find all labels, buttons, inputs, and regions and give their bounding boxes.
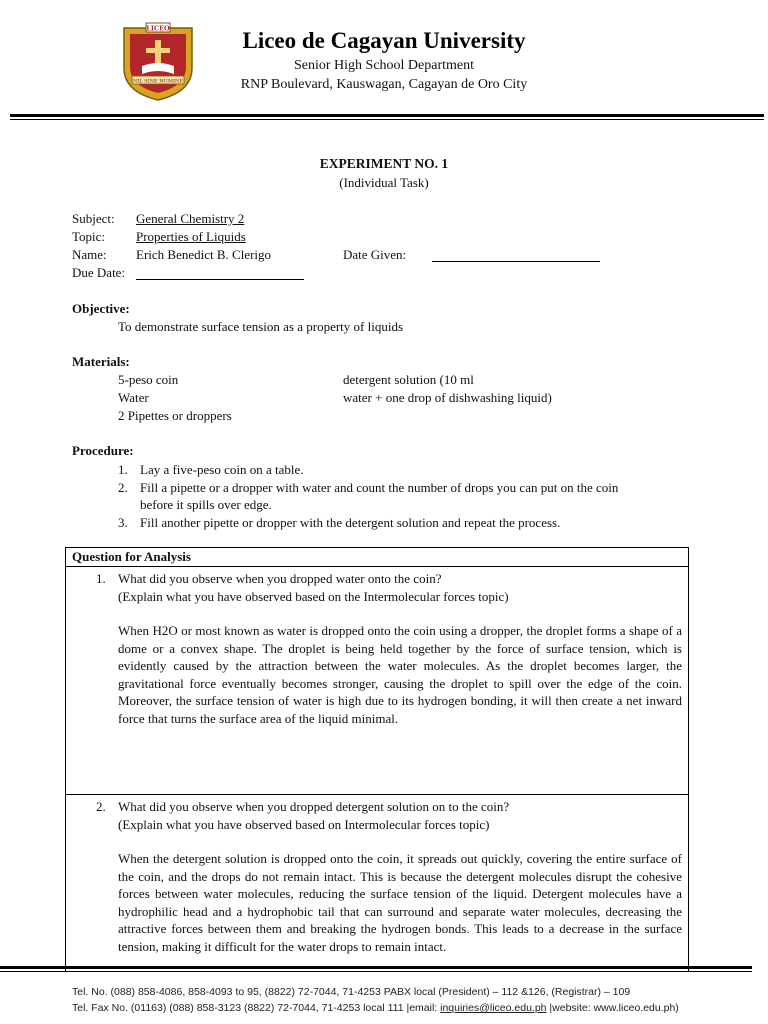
footer-contact (72, 1002, 762, 1014)
topic-value: Properties of Liquids (136, 229, 246, 244)
question-2-number: 2. (96, 799, 106, 814)
date-given-label: Date Given: (343, 247, 407, 262)
material-item: 5-peso coin (118, 372, 179, 387)
procedure-heading: Procedure: (72, 443, 134, 458)
name-label: Name: (72, 247, 107, 262)
header-divider-thin (10, 119, 764, 120)
subject-value: General Chemistry 2 (136, 211, 245, 226)
objective-heading: Objective: (72, 301, 130, 316)
material-item: 2 Pipettes or droppers (118, 408, 232, 423)
procedure-step-cont: before it spills over edge. (140, 497, 272, 512)
question-1-text: What did you observe when you dropped water onto the coin? (118, 571, 442, 586)
objective-text: To demonstrate surface tension as a property of liquids (118, 319, 404, 334)
procedure-step-number: 1. (118, 462, 128, 477)
question-2-text: What did you observe when you dropped detergent solution on to the coin? (118, 799, 510, 814)
university-address: RNP Boulevard, Kauswagan, Cagayan de Oro City (240, 77, 528, 92)
procedure-step-number: 2. (118, 480, 128, 495)
question-1-number: 1. (96, 571, 106, 586)
analysis-heading-cell (65, 547, 689, 567)
header-divider (10, 114, 764, 117)
material-item: water + one drop of dishwashing liquid) (343, 390, 552, 405)
footer-email-link[interactable]: inquiries@liceo.edu.ph (440, 1002, 547, 1014)
question-2-answer: When the detergent solution is dropped onto the coin, it spreads out quickly, covering the entire surface of the coin, and the drops do not remain intact. This is because the detergent molecules disrupt the cohesive forces between water molecules, reducing the surface tension of the liquid. Detergent molecules have a hydrophilic head and a hydrophobic tail that can surround and separate water molecules, decreasing the attractive forces between them and breaking the hydrogen bonds. This leads to a decrease in the surface tension, making it difficult for the water drops to remain intact. (118, 851, 682, 954)
procedure-step: Fill a pipette or a dropper with water and count the number of drops you can put on the coin (140, 480, 619, 495)
svg-text:NIL SINE NUMINE: NIL SINE NUMINE (133, 78, 183, 85)
department-name: Senior High School Department (293, 58, 475, 73)
footer-phone: Tel. No. (088) 858-4086, 858-4093 to 95, (8822) 72-7044, 71-4253 PABX local (President) – 112 &126, (Registrar) – 109 (72, 986, 631, 998)
material-item: Water (118, 390, 149, 405)
due-date-blank (136, 279, 304, 280)
footer-divider (0, 966, 752, 969)
university-name: Liceo de Cagayan University (242, 28, 526, 53)
analysis-heading: Question for Analysis (72, 549, 191, 564)
name-value: Erich Benedict B. Clerigo (136, 247, 272, 262)
footer-divider-thin (0, 971, 752, 972)
materials-heading: Materials: (72, 354, 130, 369)
question-2-hint: (Explain what you have observed based on Intermolecular forces topic) (118, 817, 490, 832)
procedure-step: Lay a five-peso coin on a table. (140, 462, 304, 477)
material-item: detergent solution (10 ml (343, 372, 474, 387)
procedure-step: Fill another pipette or dropper with the detergent solution and repeat the process. (140, 515, 561, 530)
date-given-blank (432, 261, 600, 262)
procedure-step-number: 3. (118, 515, 128, 530)
due-date-label: Due Date: (72, 265, 126, 280)
question-2-cell (65, 794, 689, 972)
footer-fax: Tel. Fax No. (01163) (088) 858-3123 (8822) 72-7044, 71-4253 local 111 |email: (72, 1002, 441, 1014)
footer-website: |website: www.liceo.edu.ph) (546, 1002, 679, 1014)
experiment-title: EXPERIMENT NO. 1 (319, 156, 449, 171)
question-1-hint: (Explain what you have observed based on the Intermolecular forces topic) (118, 589, 509, 604)
svg-text:LICEO: LICEO (146, 24, 170, 33)
question-1-cell (65, 566, 689, 795)
experiment-task-type: (Individual Task) (339, 175, 429, 190)
subject-label: Subject: (72, 211, 115, 226)
topic-label: Topic: (72, 229, 106, 244)
question-1-answer: When H2O or most known as water is dropped onto the coin using a dropper, the droplet forms a shape of a dome or a convex shape. The droplet is being held together by the force of surface tension, which is evidently caused by the attraction between the water molecules. As the droplet becomes larger, the gravitational force eventually becomes stronger, causing the droplet to spill over the edge of the coin. Moreover, the surface tension of water is high due to its hydrogen bonding, it will then create a net inward force that turns the surface area of the liquid minimal. (118, 623, 682, 726)
